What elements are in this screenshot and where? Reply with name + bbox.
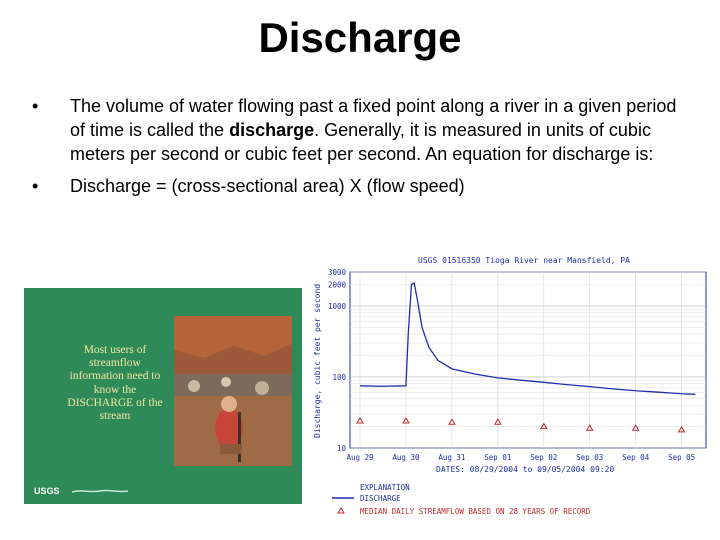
bullet-item — [28, 174, 688, 198]
legend-median: MEDIAN DAILY STREAMFLOW BASED ON 28 YEARS OF RECORD — [360, 507, 591, 516]
legend-median-marker — [338, 508, 344, 513]
bullet-item — [28, 94, 688, 166]
chart-title: USGS 01516350 Tioga River near Mansfield, PA — [418, 256, 630, 265]
x-tick-label: Sep 01 — [484, 453, 512, 462]
bullet1-suffix: . Generally, it is measured in units of cubic meters per second or cubic feet per second. An equation for discharge is: — [70, 120, 654, 164]
panel-line: DISCHARGE of the — [67, 396, 163, 409]
panel-line: Most users of — [83, 344, 147, 356]
panel-line: stream — [99, 410, 131, 423]
bullet1-bold: discharge — [229, 120, 315, 140]
bullet2-text: Discharge = (cross-sectional area) X (flow speed) — [70, 176, 465, 196]
legend-title: EXPLANATION — [360, 483, 410, 492]
panel-caption — [60, 344, 170, 423]
x-tick-label: Aug 30 — [392, 453, 420, 462]
usgs-panel — [24, 288, 302, 504]
x-tick-label: Aug 29 — [346, 453, 374, 462]
panel-line: information need to — [69, 370, 161, 383]
y-tick-label: 3000 — [327, 268, 346, 277]
bullet-dot: • — [32, 176, 39, 196]
x-tick-label: Aug 31 — [438, 453, 466, 462]
x-axis — [346, 453, 695, 462]
y-tick-label: 2000 — [327, 280, 346, 290]
y-tick-label: 100 — [332, 372, 346, 382]
y-tick-label: 10 — [336, 444, 346, 453]
y-axis-label: Discharge, cubic feet per second — [313, 283, 322, 438]
usgs-logo: USGS — [34, 486, 60, 496]
x-tick-label: Sep 03 — [576, 453, 604, 462]
bullet-list — [28, 94, 688, 206]
panel-line: know the — [93, 383, 137, 396]
discharge-chart — [308, 250, 712, 520]
panel-line: streamflow — [89, 357, 141, 370]
bullet-dot: • — [32, 96, 39, 116]
x-tick-label: Sep 04 — [622, 453, 650, 462]
y-tick-label: 1000 — [327, 301, 346, 311]
dates-label: DATES: 08/29/2004 to 09/05/2004 09:20 — [436, 465, 615, 474]
y-axis — [328, 268, 347, 453]
river-photo — [174, 316, 292, 466]
x-tick-label: Sep 05 — [668, 453, 696, 462]
hydrograph-icon — [72, 488, 128, 494]
slide-title: Discharge — [258, 14, 462, 61]
bullet1-text: The volume of water flowing past a fixed point along a river in a given period of time is called the — [70, 96, 677, 140]
x-tick-label: Sep 02 — [530, 453, 558, 462]
legend-discharge: DISCHARGE — [360, 494, 401, 503]
